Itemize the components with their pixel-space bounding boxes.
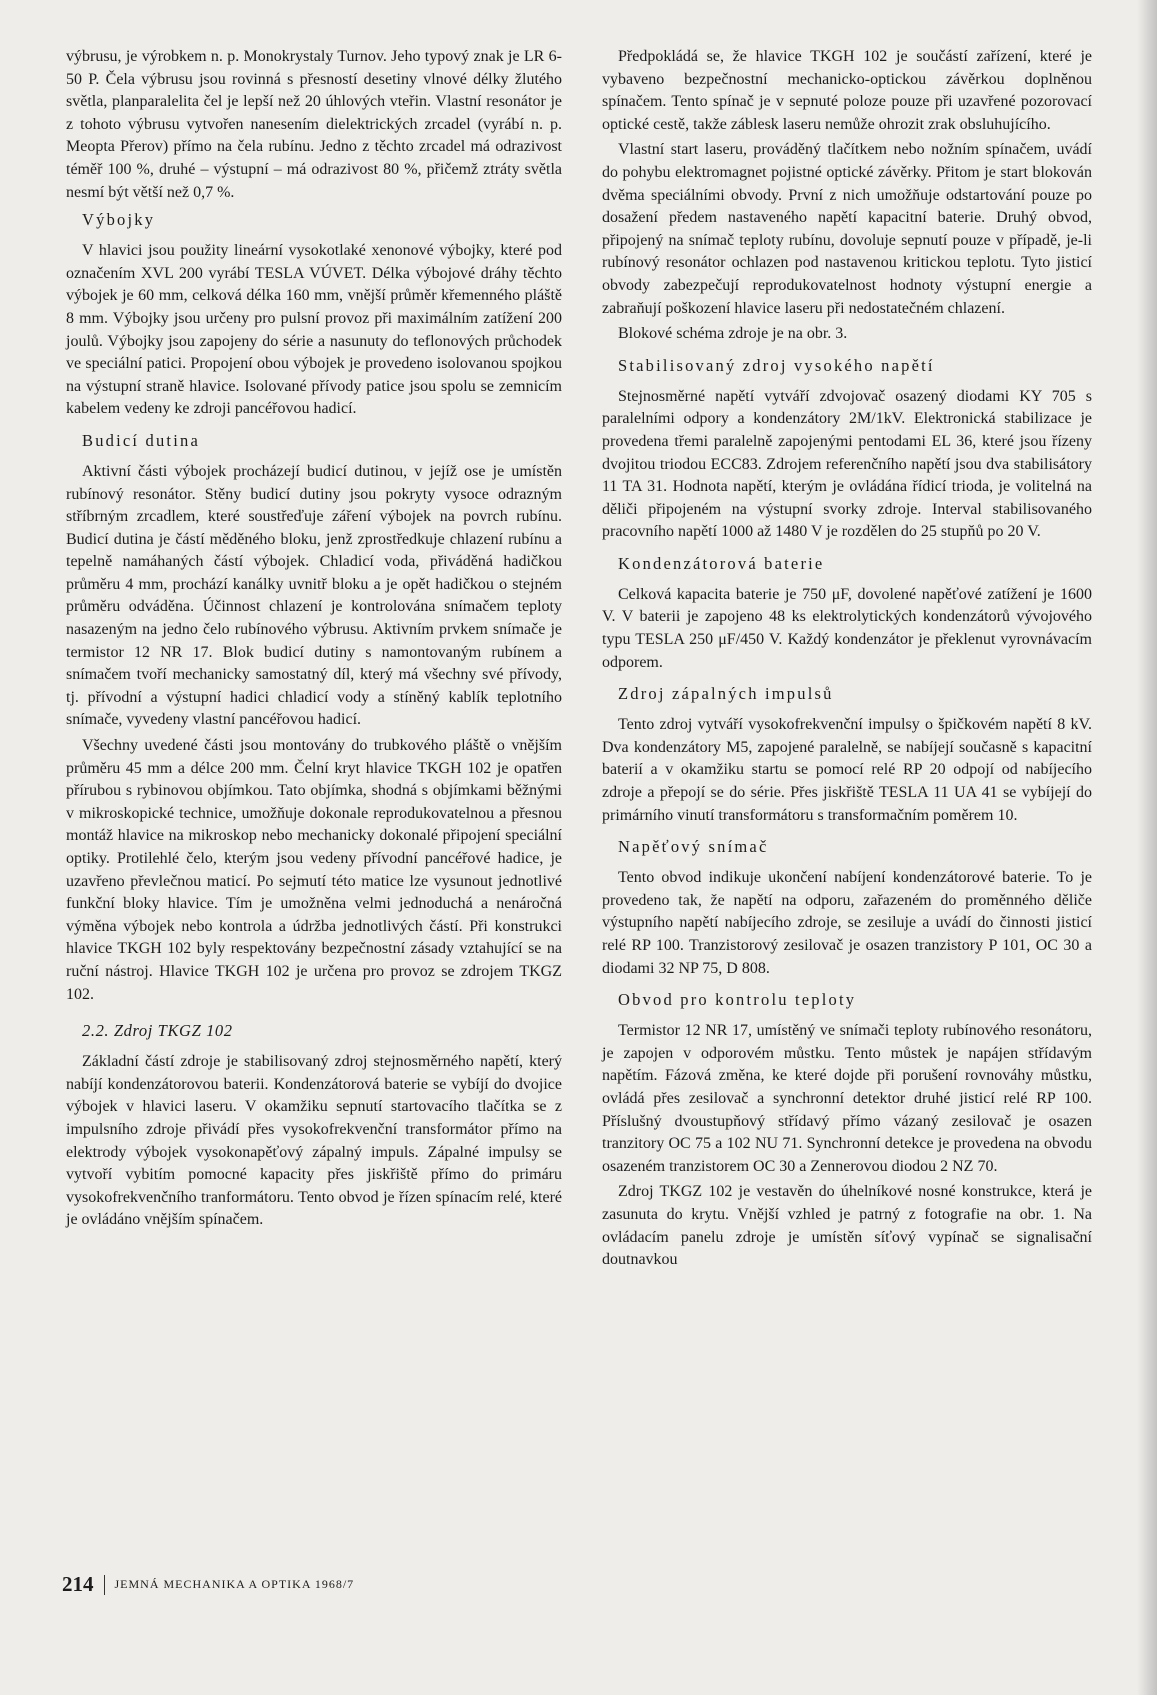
section-heading-obvod-kontrola-teploty: Obvod pro kontrolu teploty (618, 990, 857, 1010)
section-heading-budici-dutina: Budicí dutina (82, 430, 200, 450)
paragraph: Stejnosměrné napětí vytváří zdvojovač osazený diodami KY 705 s paralelními odpory a kondenzátory 2M/1kV. Elektronická stabilizace je provedena třemi paralelně zapojenými pentodami EL 36, které jsou řízeny dvojitou triodou ECC83. Zdrojem referenčního napětí jsou dva stabilisátory 11 TA 31. Hodnota napětí, kterým je ovládána řídicí trioda, je volitelná na děliči připojeném na výstupní svorky zdroje. Interval stabilisovaného pracovního napětí 1000 až 1480 V je rozdělen do 25 stupňů po 20 V. (602, 387, 1092, 541)
section-heading-zdroj-tkgz: 2.2. Zdroj TKGZ 102 (82, 1021, 233, 1041)
section-heading-napetovy-snimac: Napěťový snímač (618, 837, 769, 857)
paragraph: Termistor 12 NR 17, umístěný ve snímači teploty rubínového resonátoru, je zapojen v odporovém můstku. Tento můstek je napájen střídavým napětím. Fázová změna, ke které dojde při porušení rovnováhy můstku, ovládá přes zesilovač a synchronní detektor druhé jisticí relé RP 100. Příslušný dvoustupňový střídavý přímo vázaný zesilovač je osazen tranzitory OC 75 a 102 NU 71. Synchronní detekce je provedena na obvodu osazeném tranzistorem OC 30 a Zennerovou diodou 2 NZ 70. (602, 1022, 1092, 1175)
section-heading-stabilisovany-zdroj: Stabilisovaný zdroj vysokého napětí (618, 355, 935, 375)
paragraph: Všechny uvedené části jsou montovány do trubkového pláště o vnějším průměru 45 mm a délce 200 mm. Čelní kryt hlavice TKGH 102 je opatřen přírubou s rybinovou objímkou. Tato objímka, shodná s objímkami běžnými v mikroskopické technice, umožňuje dokonale reprodukovatelnou a přesnou montáž hlavice na mikroskop nebo mechanicky dokonalé připojení speciální optiky. Protilehlé čelo, kterým jsou vedeny přívodní pancéřové hadice, je uzavřeno převlečnou maticí. Po sejmutí této matice lze vysunout jednotlivé funkční bloky hlavice. Tím je umožněna velmi jednoduchá a nenáročná výměna výbojek nebo kontrola a údržba jednotlivých částí. Při konstrukci hlavice TKGH 102 byly respektovány bezpečnostní zásady vztahující se na ruční nástroj. Hlavice TKGH 102 je určena pro provoz se zdrojem TKGZ 102. (66, 737, 562, 1003)
journal-title: JEMNÁ MECHANIKA A OPTIKA 1968/7 (114, 1577, 355, 1591)
paragraph: Tento zdroj vytváří vysokofrekvenční impulsy o špičkovém napětí 8 kV. Dva kondenzátory M5, zapojené paralelně, se nabíjejí současně s kapacitní baterií a v okamžiku startu se pomocí relé RP 20 odpojí od nabíjecího zdroje a přepojí se do série. Přes jiskřiště TESLA 11 UA 41 se vybíjejí do primárního vinutí transformátoru s transformačním poměrem 10. (602, 716, 1092, 824)
section-heading-vybojky: Výbojky (82, 210, 156, 230)
page-footer (62, 1572, 354, 1597)
section-heading-zdroj-zapalnych-impulsu: Zdroj zápalných impulsů (618, 684, 834, 704)
paragraph: Zdroj TKGZ 102 je vestavěn do úhelníkové nosné konstrukce, která je zasunuta do krytu. Vnější vzhled je patrný z fotografie na obr. 1. Na ovládacím panelu zdroje je umístěn síťový vypínač se signalisační doutnavkou (602, 1183, 1092, 1269)
page-spine-shadow (1137, 0, 1157, 1695)
paragraph: Vlastní start laseru, prováděný tlačítkem nebo nožním spínačem, uvádí do pohybu elektromagnet pojistné optické závěrky. Přitom je start blokován dvěma speciálními obvody. První z nich umožňuje odstartování pouze po dosažení předem nastaveného napětí kapacitní baterie. Druhý obvod, připojený na snímač teploty rubínu, dovoluje sepnutí pouze v případě, je-li rubínový resonátor ochlazen pod nastavenou kritickou teplotu. Tyto jisticí obvody zabezpečují reprodukovatelnost hodnoty výstupní energie a zabraňují poškození hlavice laseru při nedostatečném chlazení. (602, 141, 1092, 317)
paragraph: Předpokládá se, že hlavice TKGH 102 je součástí zařízení, které je vybaveno bezpečnostní mechanicko-optickou závěrkou doplněnou spínačem. Tento spínač je v sepnuté poloze pouze při uzavřené pozorovací optické cestě, takže záblesk laseru nemůže ohrozit zrak obsluhujícího. (602, 48, 1092, 133)
section-heading-kondenzatorova-baterie: Kondenzátorová baterie (618, 553, 825, 573)
right-column (602, 46, 1092, 1275)
left-column (66, 46, 562, 1235)
paragraph: Aktivní části výbojek procházejí budicí dutinou, v jejíž ose je umístěn rubínový resonátor. Stěny budicí dutiny jsou pokryty vysoce odrazným stříbrným zrcadlem, které soustřeďuje záření výbojek na povrch rubínu. Budicí dutina je částí měděného bloku, jenž zprostředkuje chlazení rubínu a tepelně namáhaných částí výbojek. Chladicí voda, přiváděná hadičkou průměru 4 mm, prochází kanálky uvnitř bloku a je opět hadičkou o stejném průměru odváděna. Účinnost chlazení je kontrolována snímačem teploty nasazeným na jedno čelo rubínového výbrusu. Aktivním prvkem snímače je termistor 12 NR 17. Blok budicí dutiny s namontovaným rubínem a snímačem tvoří mechanicky samostatný díl, který má všechny své přívody, tj. přívodní a výstupní hadici chladicí vody a stíněný kablík teplotního snímače, vyvedeny vlastní pancéřovou hadicí. (66, 462, 562, 729)
paragraph: V hlavici jsou použity lineární vysokotlaké xenonové výbojky, které pod označením XVL 200 vyrábí TESLA VÚVET. Délka výbojové dráhy těchto výbojek je 60 mm, celková délka 160 mm, vnější průměr křemenného pláště 8 mm. Výbojky jsou určeny pro pulsní provoz při maximálním zatížení 200 joulů. Výbojky jsou zapojeny do série a nasunuty do teflonových průchodek ve speciální patici. Propojení obou výbojek je provedeno isolovanou spojkou na výstupní straně hlavice. Isolované přívody patice jsou spolu se zemnicím kabelem vedeny ke zdroji pancéřovou hadicí. (66, 242, 562, 418)
paragraph: výbrusu, je výrobkem n. p. Monokrystaly Turnov. Jeho typový znak je LR 6-50 P. Čela výbrusu jsou rovinná s přesností desetiny vlnové délky žlutého světla, planparalelita čel je lepší než 20 úhlových vteřin. Vlastní resonátor je z tohoto výbrusu vytvořen nanesením dielektrických zrcadel (vyrábí n. p. Meopta Přerov) přímo na čela rubínu. Jedno z těchto zrcadel má odrazivost téměř 100 %, druhé – výstupní – má odrazivost 80 %, přičemž ztráty světla nesmí být větší než 0,7 %. (66, 48, 562, 201)
paragraph: Celková kapacita baterie je 750 μF, dovolené napěťové zatížení je 1600 V. V baterii je zapojeno 48 ks elektrolytických kondenzátorů vývojového typu TESLA 250 μF/450 V. Každý kondenzátor je překlenut vyrovnávacím odporem. (602, 585, 1092, 671)
page-number: 214 (62, 1572, 94, 1596)
paragraph: Tento obvod indikuje ukončení nabíjení kondenzátorové baterie. To je provedeno tak, že napětí na odporu, zařazeném do proměnného děliče výstupního napětí nabíjecího zdroje, se zesiluje a uvádí do činnosti jisticí relé RP 100. Tranzistorový zesilovač je osazen tranzistory P 101, OC 30 a diodami 32 NP 75, D 808. (602, 869, 1092, 977)
paragraph: Blokové schéma zdroje je na obr. 3. (618, 325, 848, 343)
footer-divider (104, 1575, 105, 1595)
paragraph: Základní částí zdroje je stabilisovaný zdroj stejnosměrného napětí, který nabíjí kondenzátorovou baterii. Kondenzátorová baterie se vybíjí do dvojice výbojek v hlavici laseru. V okamžiku sepnutí startovacího tlačítka se z impulsního zdroje přivádí přes vysokofrekvenční transformátor přímo na elektrody výbojek vysokonapěťový zápalný impuls. Zápalné impulsy se vytvoří vybitím pomocné kapacity přes jiskřiště přímo do primáru vysokofrekvenčního tranformátoru. Tento obvod je řízen spínacím relé, které je ovládáno vnějším spínačem. (66, 1053, 562, 1229)
